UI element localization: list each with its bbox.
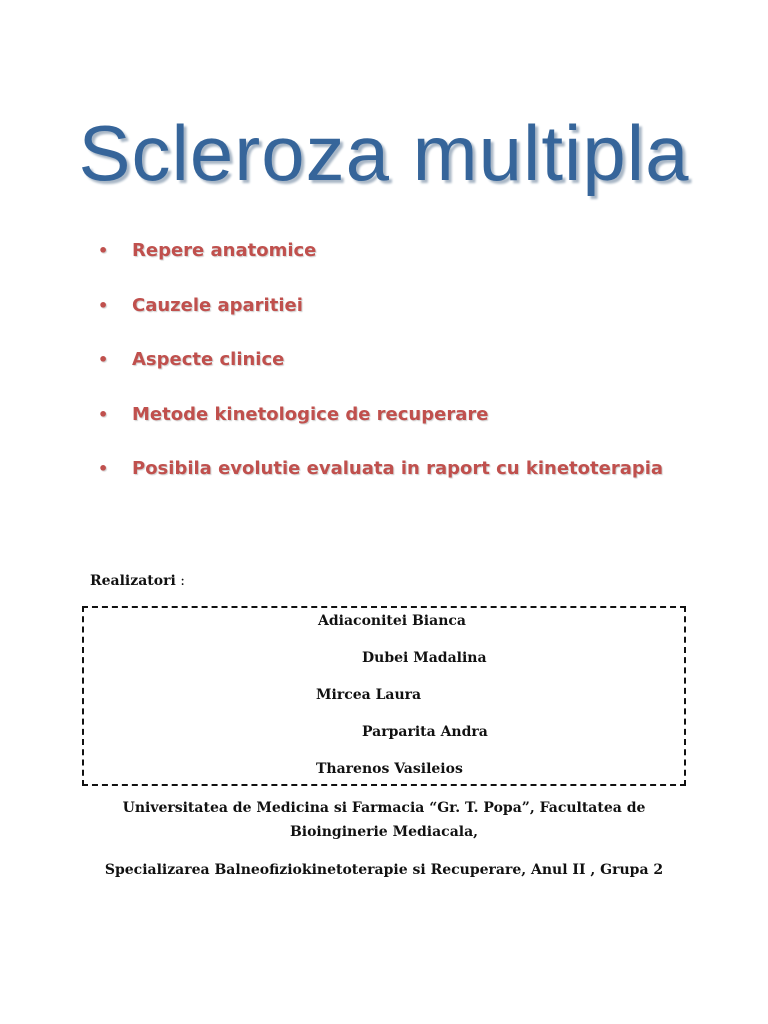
topic-label: Posibila evolutie evaluata in raport cu kinetoterapia	[132, 458, 664, 479]
topic-list	[98, 240, 663, 513]
author-name: Mircea Laura	[316, 687, 422, 703]
university-line: Universitatea de Medicina si Farmacia “Gr. T. Popa”, Facultatea de	[122, 800, 646, 816]
topic-item	[98, 404, 663, 459]
bullet-icon: •	[98, 404, 109, 424]
bullet-icon: •	[98, 241, 109, 260]
topic-label: Cauzele aparitiei	[132, 294, 303, 316]
topic-item	[98, 240, 663, 295]
author-name: Tharenos Vasileios	[316, 761, 463, 777]
authors-heading	[90, 573, 185, 589]
topic-label: Repere anatomice	[132, 240, 317, 261]
topic-item	[98, 458, 663, 513]
bullet-icon: •	[98, 295, 109, 315]
author-name: Dubei Madalina	[362, 650, 487, 666]
bullet-icon: •	[98, 350, 109, 369]
topic-label: Aspecte clinice	[132, 349, 285, 370]
author-name: Adiaconitei Bianca	[318, 613, 466, 629]
author-name: Parparita Andra	[362, 724, 488, 740]
authors-label-colon: :	[175, 573, 185, 589]
topic-item	[98, 295, 663, 350]
topic-label: Metode kinetologice de recuperare	[132, 403, 489, 425]
topic-item	[98, 349, 663, 404]
document-title: Scleroza multipla	[78, 109, 690, 197]
specialization-line: Specializarea Balneofiziokinetoterapie si Recuperare, Anul II , Grupa 2	[104, 862, 664, 878]
authors-label: Realizatori	[90, 573, 176, 589]
bullet-icon: •	[98, 459, 109, 478]
faculty-line: Bioinginerie Mediacala,	[289, 824, 479, 840]
authors-box	[82, 606, 686, 786]
